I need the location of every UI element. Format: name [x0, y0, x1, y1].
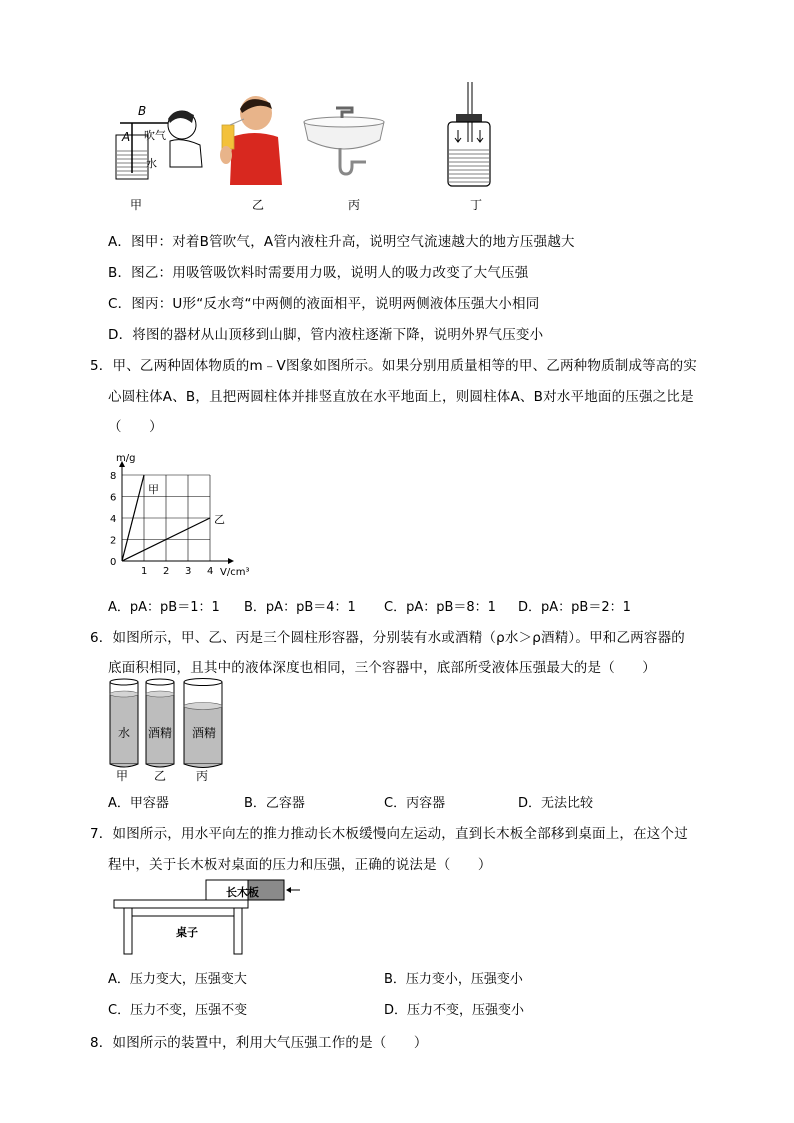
series-label-jia: 甲: [148, 483, 159, 496]
q4-option-b: B．图乙：用吸管吸饮料时需要用力吸，说明人的吸力改变了大气压强: [108, 265, 529, 281]
svg-text:吹气: 吹气: [144, 129, 166, 142]
label-bing: 丙: [348, 198, 361, 212]
container-bing-label: 丙: [196, 769, 209, 783]
container-yi-content: 酒精: [148, 726, 173, 740]
x-tick-label: 1: [141, 566, 148, 577]
label-ding: 丁: [470, 198, 483, 212]
x-tick-label: 4: [207, 566, 214, 577]
container-bing: [184, 679, 222, 768]
q4-option-a: A．图甲：对着B管吹气，A管内液柱升高，说明空气流速越大的地方压强越大: [108, 234, 575, 250]
board-label: 长木板: [226, 886, 259, 899]
q7-option-c: C．压力不变，压强不变: [108, 1003, 248, 1018]
q6-stem-line2: 底面积相同，且其中的液体深度也相同，三个容器中，底部所受液体压强最大的是（ ）: [108, 660, 656, 676]
container-jia: [110, 679, 138, 767]
q7-option-a: A．压力变大，压强变大: [108, 972, 247, 987]
q4-option-c: C．图丙：U形“反水弯“中两侧的液面相平，说明两侧液体压强大小相同: [108, 296, 540, 312]
q5-stem-line2: 心圆柱体A、B，且把两圆柱体并排竖直放在水平地面上，则圆柱体A、B对水平地面的压强之比是: [108, 389, 694, 405]
figure-bing: [296, 100, 392, 190]
x-axis-arrow: [228, 558, 234, 564]
x-tick-label: 3: [185, 566, 192, 577]
figure-ding: [438, 82, 498, 190]
q7-figure: [110, 878, 300, 958]
svg-text:水: 水: [146, 157, 157, 170]
figure-jia: [110, 95, 220, 190]
table-label: 桌子: [176, 926, 198, 939]
y-tick-label: 6: [110, 492, 117, 504]
q4-figure-row: [100, 80, 520, 220]
q6-option-b: B．乙容器: [244, 796, 305, 811]
q5-option-c: C．pA：pB＝8：1: [384, 600, 496, 615]
q5-stem-line1: 5．甲、乙两种固体物质的m﹣V图象如图所示。如果分别用质量相等的甲、乙两种物质制成等高的实: [90, 358, 697, 374]
q5-option-b: B．pA：pB＝4：1: [244, 600, 356, 615]
q6-option-a: A．甲容器: [108, 796, 169, 811]
q8-stem-line1: 8．如图所示的装置中，利用大气压强工作的是（ ）: [90, 1035, 428, 1051]
q6-stem-line1: 6．如图所示，甲、乙、丙是三个圆柱形容器，分别装有水或酒精（ρ水＞ρ酒精）。甲和乙两容器的: [90, 630, 685, 646]
label-jia: 甲: [130, 198, 143, 212]
y-axis-label: m/g: [116, 453, 136, 464]
q7-option-b: B．压力变小，压强变小: [384, 972, 523, 987]
label-yi: 乙: [252, 198, 265, 212]
q5-stem-line3: （ ）: [108, 419, 163, 435]
series-label-yi: 乙: [214, 513, 225, 526]
x-tick-label: 2: [163, 566, 170, 577]
mv-chart: [106, 447, 256, 582]
container-bing-content: 酒精: [192, 726, 217, 740]
y-tick-label: 8: [110, 471, 117, 482]
q7-option-d: D．压力不变，压强变小: [384, 1003, 525, 1018]
q5-option-a: A．pA：pB＝1：1: [108, 600, 220, 615]
container-jia-content: 水: [118, 726, 131, 740]
q6-containers: [106, 678, 236, 782]
q6-option-d: D．无法比较: [518, 796, 594, 811]
svg-text:A: A: [122, 130, 131, 144]
y-tick-label: 4: [110, 514, 117, 525]
q5-option-d: D．pA：pB＝2：1: [518, 600, 631, 615]
q4-option-d: D．将图的器材从山顶移到山脚，管内液柱逐渐下降，说明外界气压变小: [108, 327, 544, 343]
container-yi: [146, 679, 174, 767]
figure-yi: [218, 95, 288, 190]
container-jia-label: 甲: [116, 769, 129, 783]
container-yi-label: 乙: [154, 769, 167, 783]
q6-option-c: C．丙容器: [384, 796, 446, 811]
x-axis-label: V/cm³: [220, 567, 250, 578]
q7-stem-line1: 7．如图所示，用水平向左的推力推动长木板缓慢向左运动，直到长木板全部移到桌面上，在这个过: [90, 826, 688, 842]
svg-text:B: B: [138, 104, 147, 118]
q7-stem-line2: 程中，关于长木板对桌面的压力和压强，正确的说法是（ ）: [108, 857, 492, 873]
y-tick-label: 2: [110, 535, 117, 547]
y-tick-label: 0: [110, 557, 117, 568]
